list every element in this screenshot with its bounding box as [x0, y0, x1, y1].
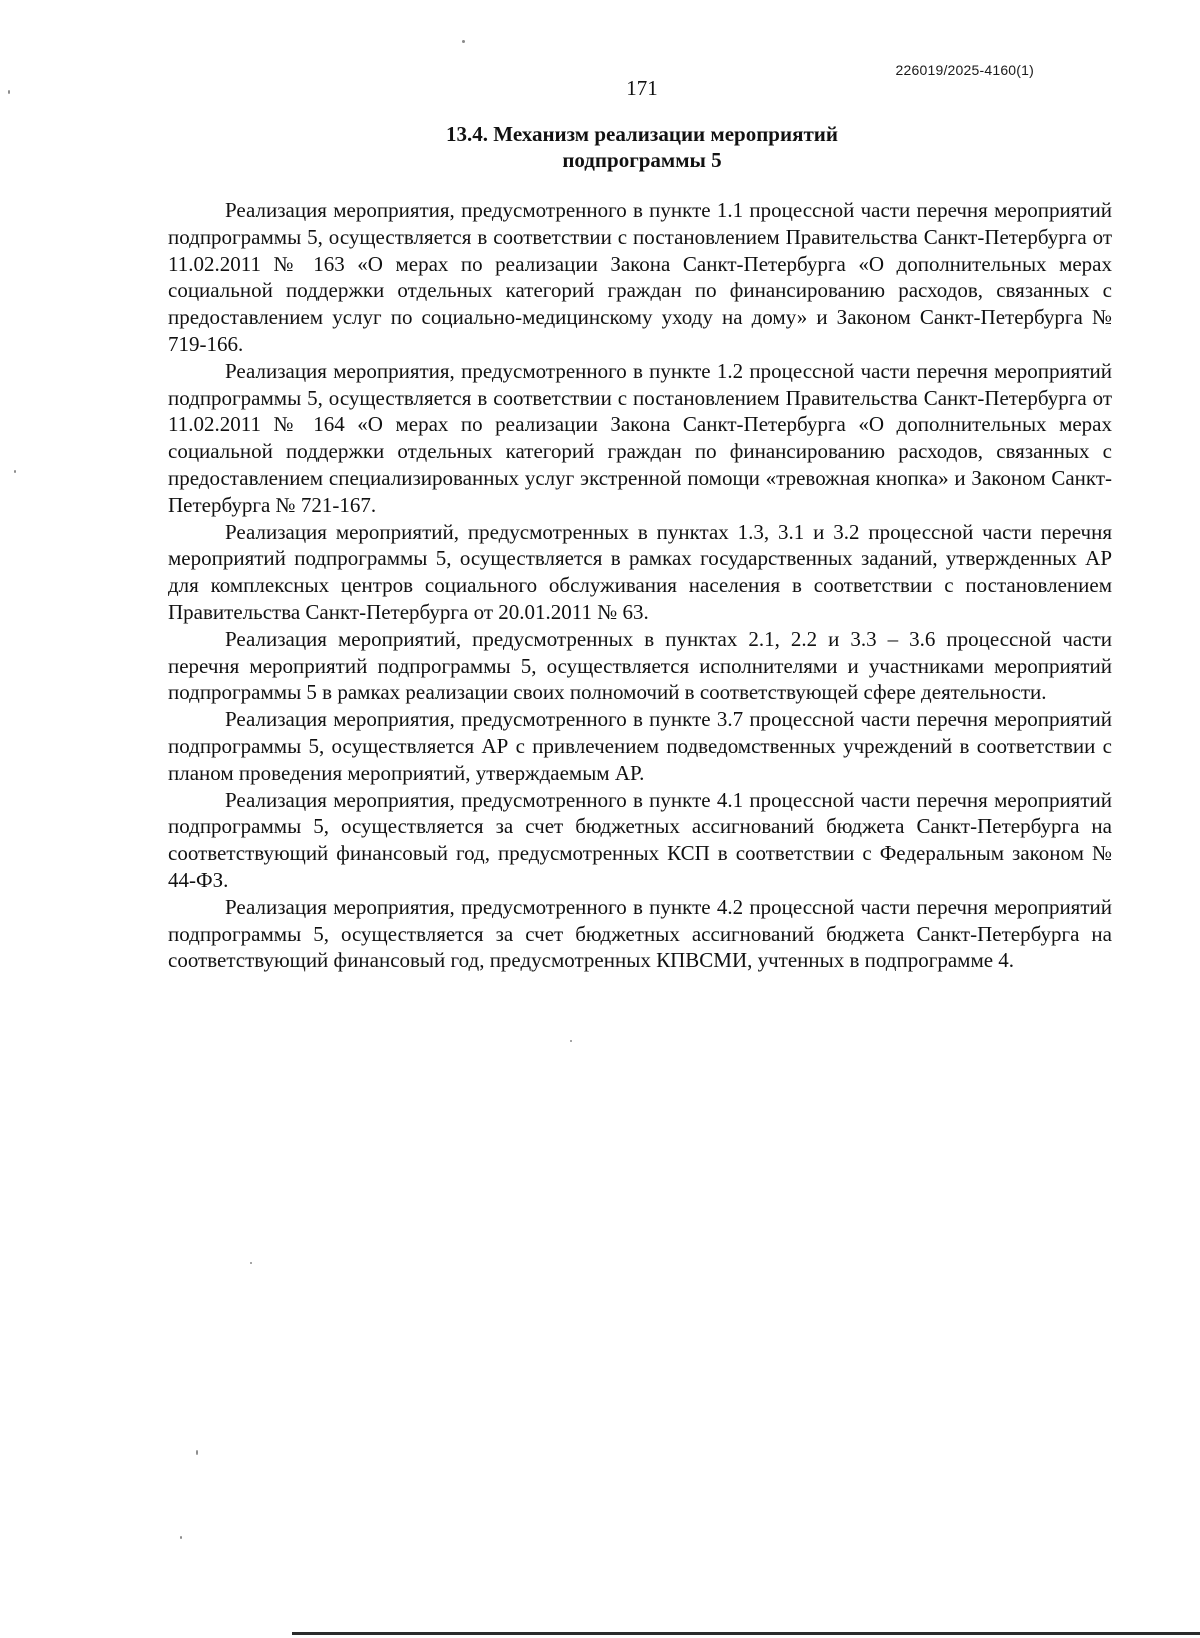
- paragraph: Реализация мероприятий, предусмотренных в пунктах 2.1, 2.2 и 3.3 – 3.6 процессной части перечня мероприятий подпрограммы 5, осуществляется исполнителями и участниками мероприятий подпрограммы 5 в рамках реализации своих полномочий в соответствующей сфере деятельности.: [168, 626, 1112, 705]
- scan-speck: [196, 1450, 198, 1455]
- scan-speck: [180, 1536, 182, 1539]
- scan-speck: [14, 470, 16, 473]
- scan-speck: [570, 1040, 572, 1042]
- paragraph: Реализация мероприятия, предусмотренного в пункте 4.1 процессной части перечня мероприятий подпрограммы 5, осуществляется за счет бюджетных ассигнований бюджета Санкт-Петербурга на соответствующий финансовый год, предусмотренных КСП в соответствии с Федеральным законом № 44-ФЗ.: [168, 787, 1112, 892]
- scan-speck: [8, 90, 10, 94]
- document-body: [168, 197, 1112, 974]
- paragraph: Реализация мероприятия, предусмотренного в пункте 1.2 процессной части перечня мероприятий подпрограммы 5, осуществляется в соответствии с постановлением Правительства Санкт-Петербурга от 11.02.2011 № 164 «О мерах по реализации Закона Санкт-Петербурга «О дополнительных мерах социальной поддержки отдельных категорий граждан по финансированию расходов, связанных с предоставлением специализированных услуг экстренной помощи «тревожная кнопка» и Законом Санкт-Петербурга № 721-167.: [168, 358, 1112, 517]
- section-heading-line-2: подпрограммы 5: [562, 148, 722, 172]
- scan-speck: [462, 40, 465, 43]
- registration-number: 226019/2025-4160(1): [895, 62, 1034, 78]
- paragraph: Реализация мероприятия, предусмотренного в пункте 4.2 процессной части перечня мероприятий подпрограммы 5, осуществляется за счет бюджетных ассигнований бюджета Санкт-Петербурга на соответствующий финансовый год, предусмотренных КПВСМИ, учтенных в подпрограмме 4.: [168, 894, 1112, 973]
- section-heading: [168, 121, 1116, 173]
- scan-edge-line: [292, 1632, 1200, 1635]
- paragraph: Реализация мероприятия, предусмотренного в пункте 1.1 процессной части перечня мероприятий подпрограммы 5, осуществляется в соответствии с постановлением Правительства Санкт-Петербурга от 11.02.2011 № 163 «О мерах по реализации Закона Санкт-Петербурга «О дополнительных мерах социальной поддержки отдельных категорий граждан по финансированию расходов, связанных с предоставлением услуг по социально-медицинскому уходу на дому» и Законом Санкт-Петербурга № 719-166.: [168, 198, 1112, 356]
- scan-speck: [250, 1262, 252, 1264]
- section-heading-line-1: 13.4. Механизм реализации мероприятий: [446, 122, 838, 146]
- page-number: 171: [626, 76, 658, 100]
- paragraph: Реализация мероприятий, предусмотренных в пунктах 1.3, 3.1 и 3.2 процессной части перечня мероприятий подпрограммы 5, осуществляется в рамках государственных заданий, утвержденных АР для комплексных центров социального обслуживания населения в соответствии с постановлением Правительства Санкт-Петербурга от 20.01.2011 № 63.: [168, 519, 1112, 624]
- paragraph: Реализация мероприятия, предусмотренного в пункте 3.7 процессной части перечня мероприятий подпрограммы 5, осуществляется АР с привлечением подведомственных учреждений в соответствии с планом проведения мероприятий, утверждаемым АР.: [168, 707, 1112, 785]
